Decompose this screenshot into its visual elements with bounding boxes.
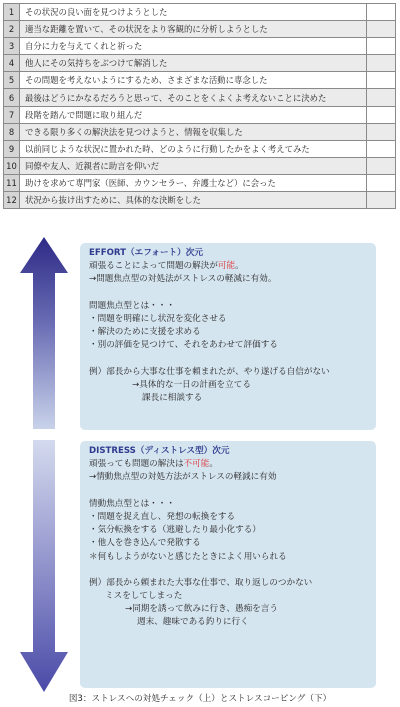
checklist-item-text: できる限り多くの解決法を見つけようと、情報を収集した [20, 123, 367, 140]
distress-example-cont: ミスをしてしまった [105, 591, 183, 602]
distress-summary [89, 458, 376, 471]
checklist-number: 1 [4, 4, 20, 21]
checklist-row [4, 140, 396, 157]
distress-conclusion: →情動焦点型の対処方法がストレスの軽減に有効 [89, 472, 277, 483]
checklist-item-text: 同僚や友人、近親者に助言を仰いだ [20, 157, 367, 174]
distress-focus-title: 情動焦点型とは・・・ [89, 498, 175, 509]
checklist-item-text: 適当な距離を置いて、その状況をより客観的に分析しようとした [20, 21, 367, 38]
checklist-number: 8 [4, 123, 20, 140]
effort-conclusion: →問題焦点型の対処法がストレスの軽減に有効。 [89, 274, 277, 285]
distress-summary-end: 。 [209, 459, 218, 470]
checklist-number: 11 [4, 174, 20, 191]
checklist-item-text: 状況から抜け出すために、具体的な決断をした [20, 192, 367, 209]
distress-bullet: ・他人を巻き込んで発散する [89, 538, 201, 549]
distress-example: 例）部長から頼まれた大事な仕事で、取り返しのつかない [89, 577, 313, 588]
checklist-row [4, 89, 396, 106]
checklist-number: 5 [4, 72, 20, 89]
checklist-row [4, 174, 396, 191]
checklist-number: 2 [4, 21, 20, 38]
effort-bullet: ・別の評価を見つけて、それをあわせて評価する [89, 340, 278, 351]
checklist-item-text: 自分に力を与えてくれと祈った [20, 38, 367, 55]
checklist-row [4, 55, 396, 72]
checklist-row [4, 21, 396, 38]
checklist-check-cell[interactable] [367, 123, 396, 140]
effort-summary-text: 頑張ることによって問題の解決が [89, 261, 218, 272]
checklist-check-cell[interactable] [367, 157, 396, 174]
checklist-row [4, 72, 396, 89]
checklist-item-text: その状況の良い面を見つけようとした [20, 4, 367, 21]
distress-example-response: →同期を誘って飲みに行き、愚痴を言う [125, 604, 278, 615]
checklist-item-text: 以前同じような状況に置かれた時、どのように行動したかをよく考えてみた [20, 140, 367, 157]
distress-bullet: ・気分転換をする（逃避したり最小化する） [89, 525, 261, 536]
checklist-item-text: 最後はどうにかなるだろうと思って、そのことをくよくよ考えないことに決めた [20, 89, 367, 106]
effort-summary [89, 260, 376, 273]
effort-bullet: ・問題を明確にし状況を変化させる [89, 313, 227, 324]
distress-impossible-highlight: 不可能 [183, 459, 210, 470]
checklist-check-cell[interactable] [367, 4, 396, 21]
distress-example-response: 週末、趣味である釣りに行く [137, 617, 249, 628]
checklist-check-cell[interactable] [367, 106, 396, 123]
distress-note: ＊何もしようがないと感じたときによく用いられる [89, 551, 287, 562]
checklist-row [4, 192, 396, 209]
checklist-check-cell[interactable] [367, 21, 396, 38]
effort-focus-title: 問題焦点型とは・・・ [89, 300, 175, 311]
checklist-number: 12 [4, 192, 20, 209]
coping-checklist-table [3, 3, 396, 209]
checklist-check-cell[interactable] [367, 55, 396, 72]
checklist-row [4, 123, 396, 140]
checklist-number: 3 [4, 38, 20, 55]
distress-bullet: ・問題を捉え直し、発想の転換をする [89, 511, 236, 522]
checklist-row [4, 106, 396, 123]
checklist-check-cell[interactable] [367, 140, 396, 157]
effort-example: 例）部長から大事な仕事を頼まれたが、やり遂げる自信がない [89, 366, 330, 377]
effort-bullet: ・解決のために支援を求める [89, 327, 201, 338]
checklist-row [4, 4, 396, 21]
checklist-number: 9 [4, 140, 20, 157]
distress-summary-text: 頑張っても問題の解決は [89, 459, 184, 470]
figure-caption: 図3：ストレスへの対処チェック（上）とストレスコーピング（下） [68, 694, 332, 704]
effort-possible-highlight: 可能 [217, 261, 236, 272]
effort-up-arrow-icon [20, 237, 68, 429]
checklist-item-text: 段階を踏んで問題に取り組んだ [20, 106, 367, 123]
checklist-item-text: 助けを求めて専門家（医師、カウンセラー、弁護士など）に会った [20, 174, 367, 191]
checklist-check-cell[interactable] [367, 72, 396, 89]
effort-example-response: →具体的な一日の計画を立てる [132, 379, 251, 390]
distress-down-arrow-icon [20, 440, 68, 692]
checklist-row [4, 157, 396, 174]
distress-title: DISTRESS（ディストレス型）次元 [89, 446, 230, 456]
checklist-number: 4 [4, 55, 20, 72]
checklist-item-text: 他人にその気持ちをぶつけて解消した [20, 55, 367, 72]
distress-dimension-box [80, 441, 376, 688]
checklist-row [4, 38, 396, 55]
effort-example-response: 課長に相談する [142, 393, 203, 404]
checklist-check-cell[interactable] [367, 89, 396, 106]
checklist-check-cell[interactable] [367, 38, 396, 55]
effort-dimension-box [80, 243, 376, 430]
checklist-item-text: その問題を考えないようにするため、さまざまな活動に専念した [20, 72, 367, 89]
checklist-number: 10 [4, 157, 20, 174]
checklist-check-cell[interactable] [367, 174, 396, 191]
checklist-number: 7 [4, 106, 20, 123]
checklist-check-cell[interactable] [367, 192, 396, 209]
effort-summary-end: 。 [235, 261, 244, 272]
checklist-body [4, 4, 396, 209]
effort-title: EFFORT（エフォート）次元 [89, 248, 203, 258]
checklist-number: 6 [4, 89, 20, 106]
